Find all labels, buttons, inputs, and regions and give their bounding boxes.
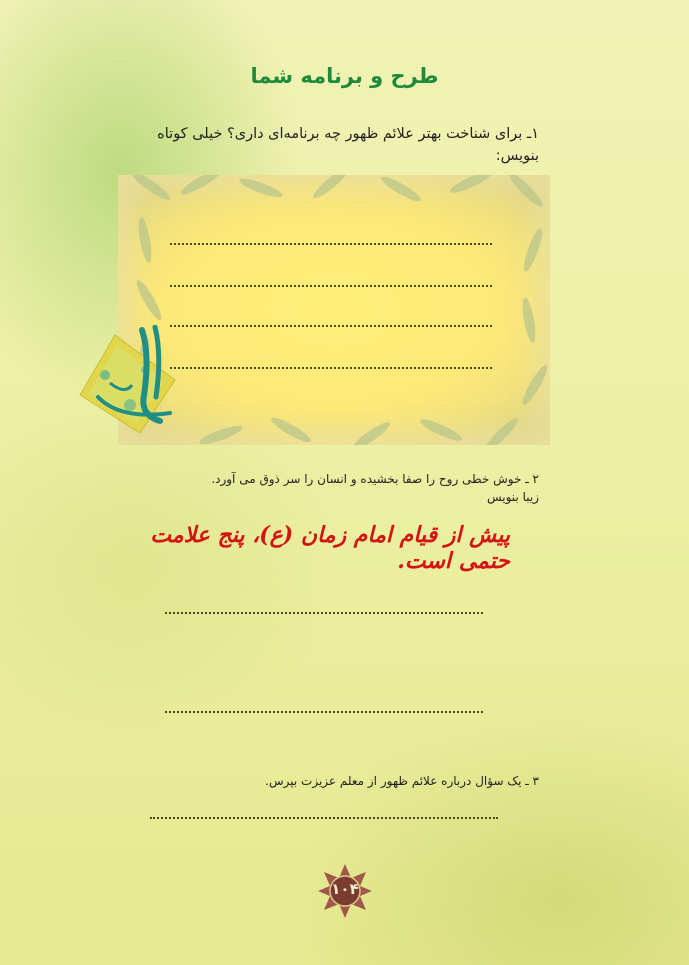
question-1: ۱ـ برای شناخت بهتر علائم ظهور چه برنامه‌ای داری؟ خیلی کوتاه بنویس: (157, 126, 539, 164)
frame-writing-line[interactable] (170, 285, 492, 287)
frame-writing-line[interactable] (170, 325, 492, 327)
page-title: طرح و برنامه شما (250, 64, 439, 88)
answer-line[interactable] (165, 612, 483, 614)
emblem-icon (70, 325, 180, 435)
answer-line[interactable] (165, 711, 483, 713)
calligraphy-sentence: پیش از قیام امام زمان (ع)، پنج علامت حتمی است. (150, 522, 510, 574)
frame-writing-line[interactable] (170, 243, 492, 245)
answer-line[interactable] (150, 817, 498, 819)
question-2-line-1: ۲ ـ خوش خطی روح را صفا بخشیده و انسان را سر ذوق می آورد. (211, 472, 539, 486)
question-3: ۳ ـ یک سؤال درباره علائم ظهور از معلم عزیزت بپرس. (265, 774, 539, 788)
answer-frame (118, 175, 550, 445)
frame-writing-line[interactable] (170, 367, 492, 369)
question-2-line-2: زیبا بنویس (486, 490, 539, 504)
question-2 (139, 470, 539, 506)
page-number: ۱۰۴ (331, 880, 359, 898)
